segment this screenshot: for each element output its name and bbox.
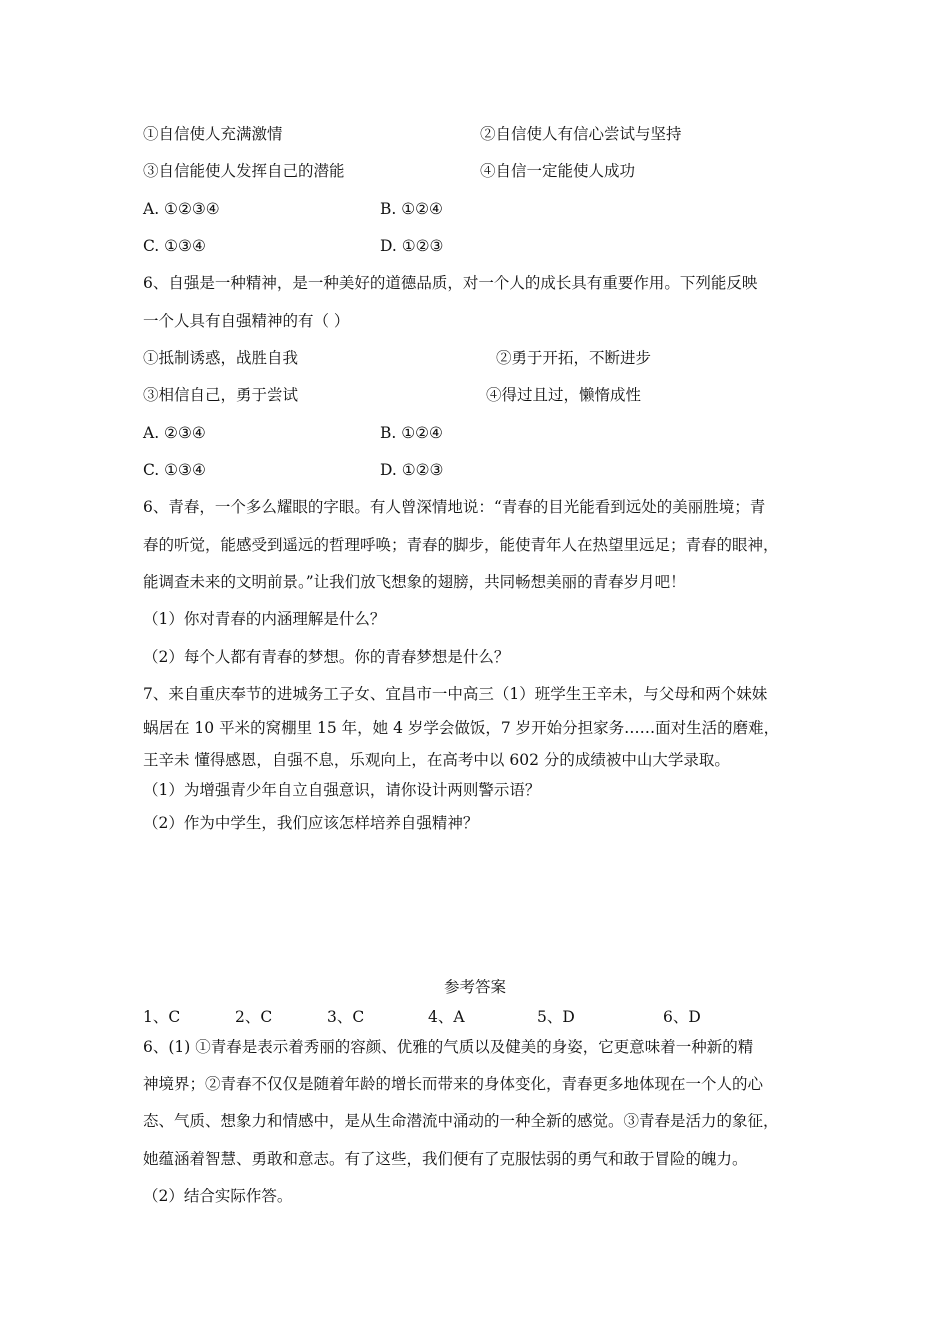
q6a-option-a: A. ②③④: [143, 424, 206, 442]
q7-paragraph-line-1: 7、来自重庆奉节的进城务工子女、宜昌市一中高三（1）班学生王辛未，与父母和两个妹妹: [143, 685, 768, 703]
answer-explanation-line-3: 态、气质、想象力和情感中，是从生命潜流中涌动的一种全新的感觉。③青春是活力的象征，: [143, 1112, 779, 1130]
q6b-paragraph-line-1: 6、青春，一个多么耀眼的字眼。有人曾深情地说：“青春的目光能看到远处的美丽胜境；青: [143, 498, 766, 516]
q5-option-d: D. ①②③: [380, 237, 444, 255]
q6b-sub-question-1: （1）你对青春的内涵理解是什么？: [143, 610, 386, 628]
answer-2: 2、C: [235, 1008, 273, 1026]
q6a-option-b: B. ①②④: [380, 424, 443, 442]
q6a-statement-1: ①抵制诱惑，战胜自我: [143, 349, 299, 367]
q6a-statement-3: ③相信自己，勇于尝试: [143, 386, 299, 404]
q6b-paragraph-line-3: 能调查未来的文明前景。”让我们放飞想象的翅膀，共同畅想美丽的青春岁月吧！: [143, 573, 686, 591]
answer-3: 3、C: [327, 1008, 365, 1026]
answer-explanation-line-1: 6、(1) ①青春是表示着秀丽的容颜、优雅的气质以及健美的身姿，它更意味着一种新的精: [143, 1038, 754, 1056]
q5-statement-4: ④自信一定能使人成功: [480, 162, 636, 180]
q7-paragraph-line-3: 王辛未 懂得感恩，自强不息，乐观向上，在高考中以 602 分的成绩被中山大学录取。: [143, 751, 730, 769]
q5-option-c: C. ①③④: [143, 237, 206, 255]
q7-sub-question-2: （2）作为中学生，我们应该怎样培养自强精神？: [143, 814, 479, 832]
answers-title: 参考答案: [443, 978, 506, 996]
q6a-option-d: D. ①②③: [380, 461, 444, 479]
q6a-statement-2: ②勇于开拓，不断进步: [496, 349, 652, 367]
q6b-sub-question-2: （2）每个人都有青春的梦想。你的青春梦想是什么？: [143, 648, 510, 666]
q7-paragraph-line-2: 蜗居在 10 平米的窝棚里 15 年，她 4 岁学会做饭，7 岁开始分担家务……面对生活的磨难，: [143, 719, 780, 737]
q5-option-b: B. ①②④: [380, 200, 443, 218]
answer-4: 4、A: [428, 1008, 465, 1026]
answer-explanation-line-4: 她蕴涵着智慧、勇敢和意志。有了这些，我们便有了克服怯弱的勇气和敢于冒险的魄力。: [143, 1150, 748, 1168]
q5-statement-1: ①自信使人充满激情: [143, 125, 283, 143]
q5-statement-3: ③自信能使人发挥自己的潜能: [143, 162, 345, 180]
q7-sub-question-1: （1）为增强青少年自立自强意识，请你设计两则警示语？: [143, 781, 541, 799]
q6a-stem-line-2: 一个人具有自强精神的有（ ）: [143, 312, 350, 330]
answer-6: 6、D: [663, 1008, 701, 1026]
answer-1: 1、C: [143, 1008, 181, 1026]
answer-5: 5、D: [537, 1008, 575, 1026]
q5-statement-2: ②自信使人有信心尝试与坚持: [480, 125, 682, 143]
q6a-stem-line-1: 6、自强是一种精神，是一种美好的道德品质，对一个人的成长具有重要作用。下列能反映: [143, 274, 758, 292]
q6b-paragraph-line-2: 春的听觉，能感受到遥远的哲理呼唤；青春的脚步，能使青年人在热望里远足；青春的眼神，: [143, 536, 779, 554]
q5-option-a: A. ①②③④: [143, 200, 220, 218]
answer-explanation-line-2: 神境界；②青春不仅仅是随着年龄的增长而带来的身体变化，青春更多地体现在一个人的心: [143, 1075, 764, 1093]
q6a-option-c: C. ①③④: [143, 461, 206, 479]
q6a-statement-4: ④得过且过，懒惰成性: [486, 386, 642, 404]
answer-explanation-line-5: （2）结合实际作答。: [143, 1187, 293, 1205]
